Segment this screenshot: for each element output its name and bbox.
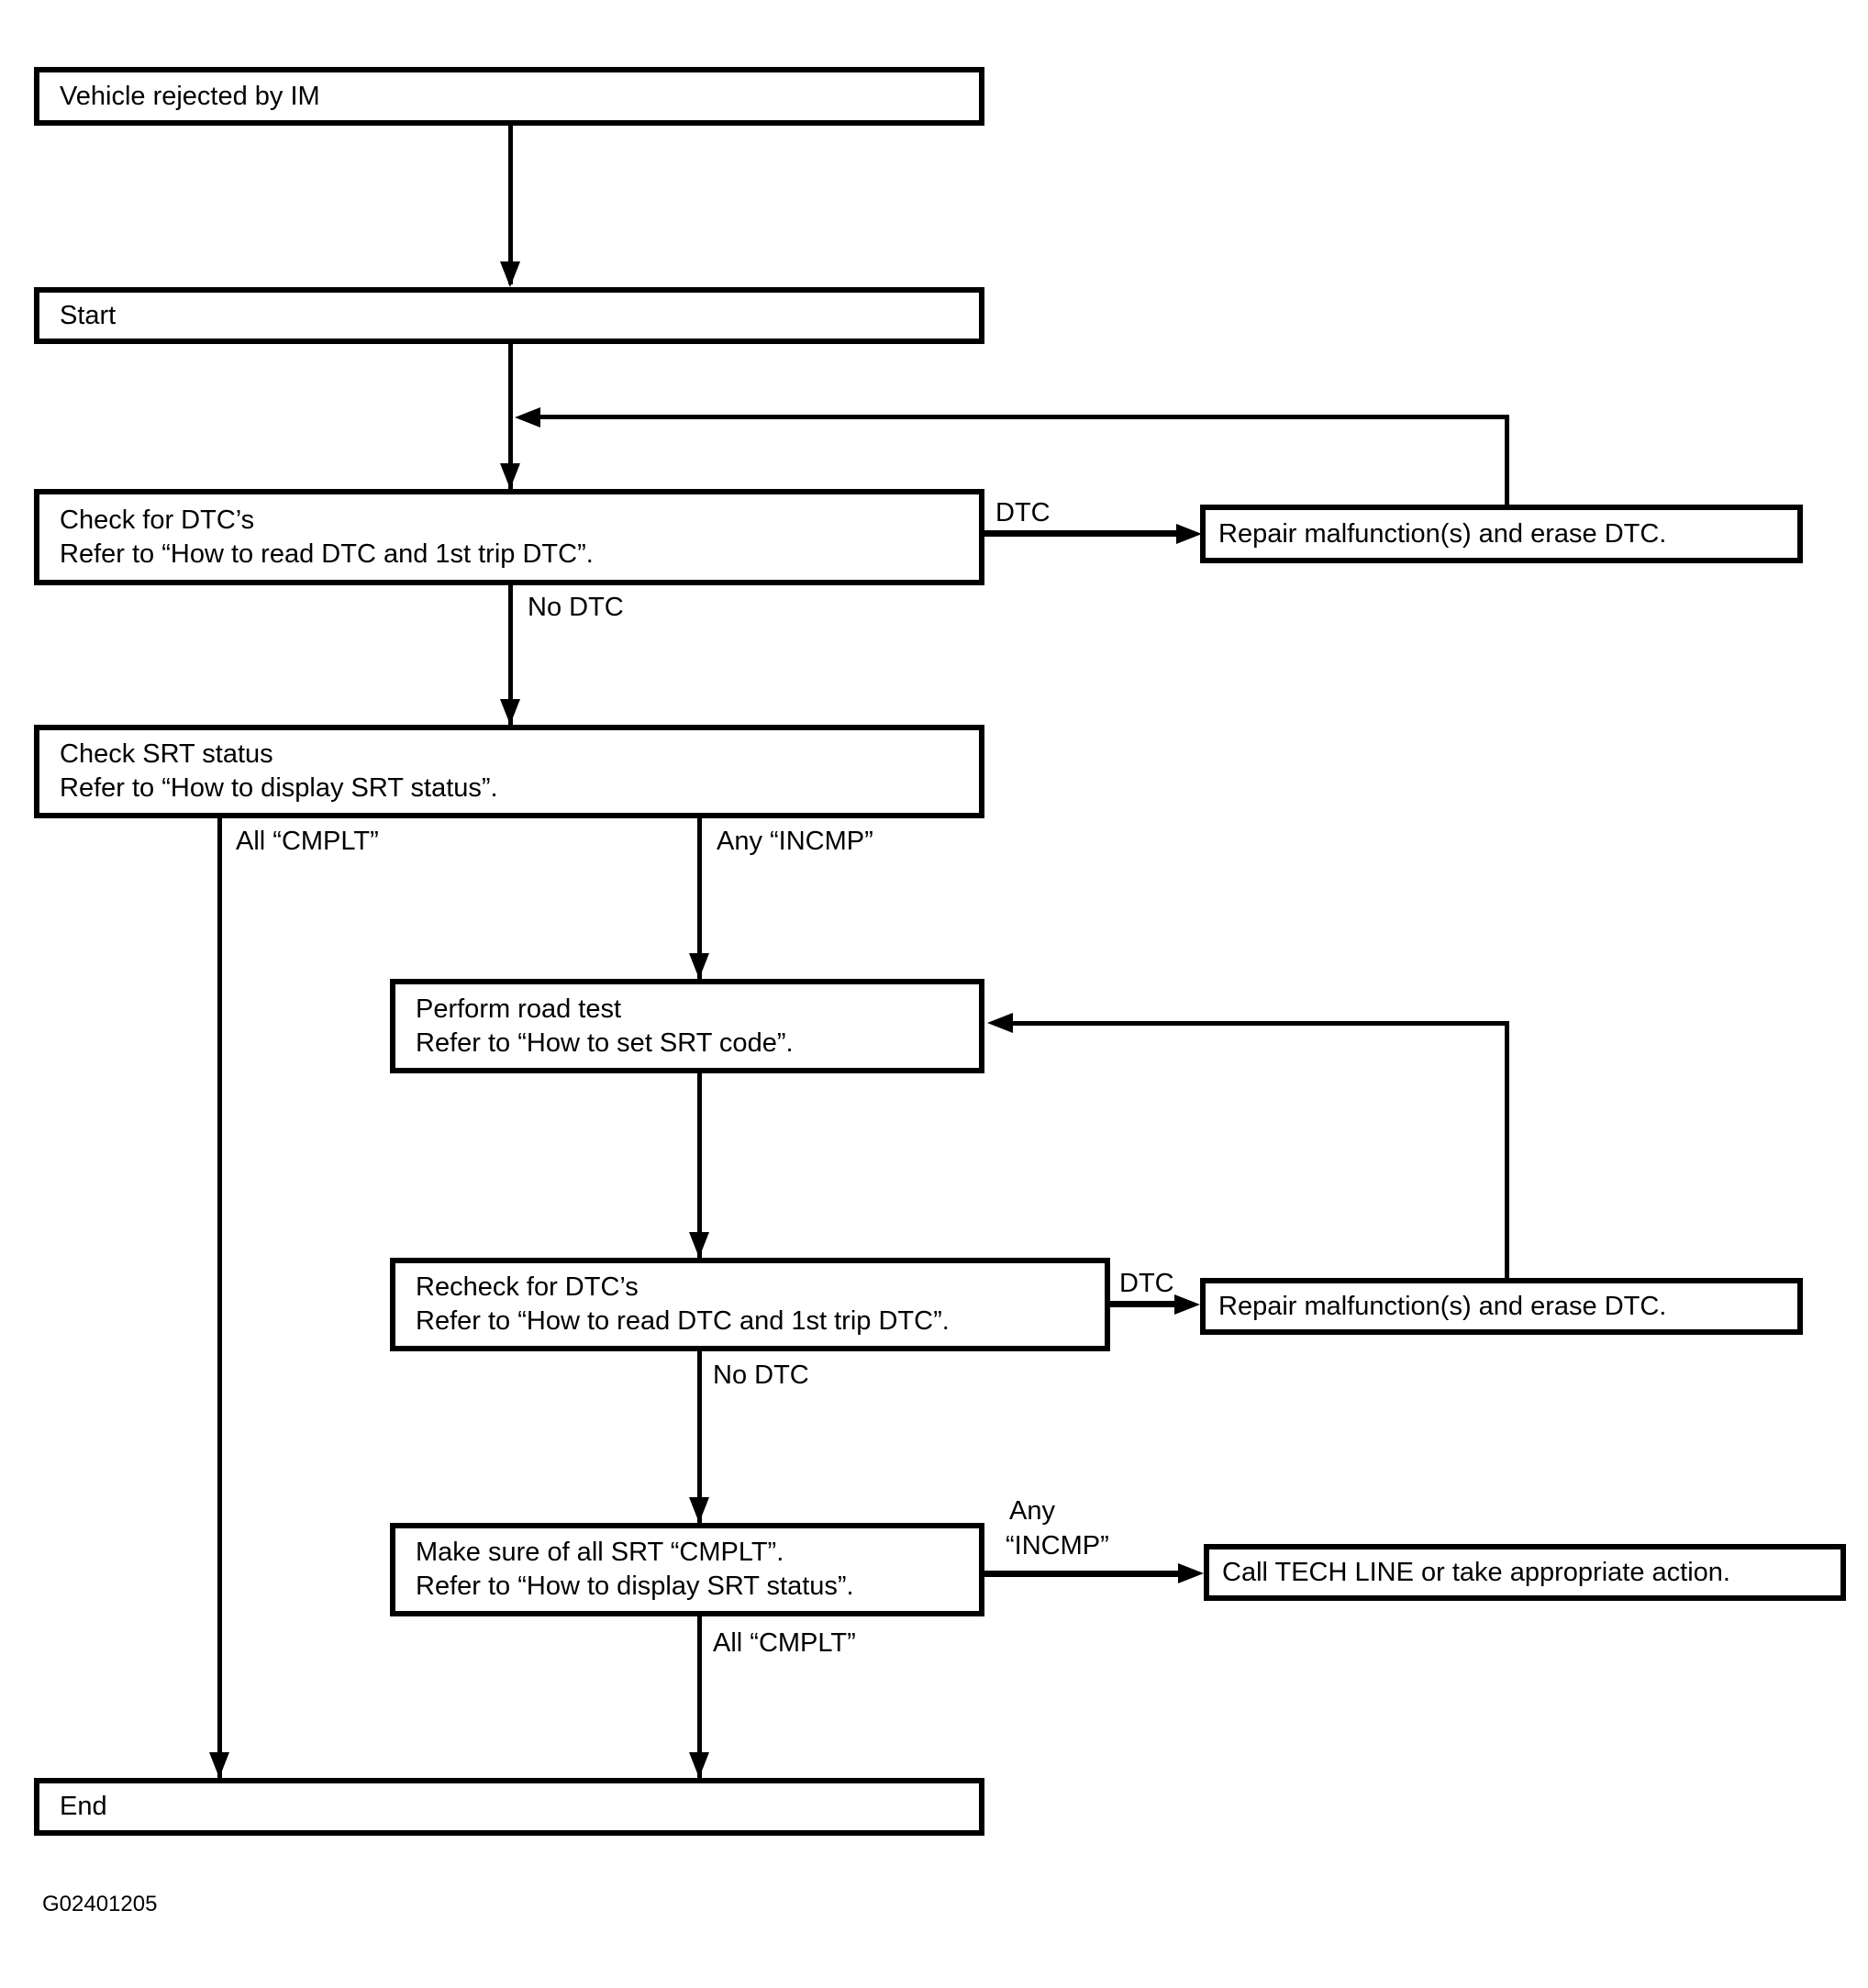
arrowhead-into-make-sure xyxy=(689,1497,709,1523)
label-any-incmp-2-line2: “INCMP” xyxy=(1006,1531,1109,1560)
connector-loop1-vertical xyxy=(1505,417,1509,505)
node-perform-road-test-line2: Refer to “How to set SRT code”. xyxy=(416,1027,794,1058)
node-check-dtc-line2: Refer to “How to read DTC and 1st trip DTC”. xyxy=(60,539,594,569)
arrowhead-into-start xyxy=(500,261,520,287)
node-recheck-dtc xyxy=(390,1258,1110,1351)
arrowhead-into-end-left xyxy=(209,1752,229,1778)
arrowhead-into-recheck-dtc xyxy=(689,1232,709,1258)
node-check-srt xyxy=(34,725,984,818)
arrowhead-into-check-dtc xyxy=(500,463,520,489)
node-check-srt-line1: Check SRT status xyxy=(60,739,273,769)
node-check-dtc-line1: Check for DTC’s xyxy=(60,505,255,535)
node-call-tech-line-text: Call TECH LINE or take appropriate action. xyxy=(1222,1557,1730,1587)
connector-loop1-horizontal xyxy=(537,415,1509,419)
node-vehicle-rejected-text: Vehicle rejected by IM xyxy=(60,81,320,111)
node-vehicle-rejected xyxy=(34,67,984,126)
figure-id: G02401205 xyxy=(42,1892,158,1916)
node-call-tech-line xyxy=(1204,1544,1846,1601)
label-any-incmp-1: Any “INCMP” xyxy=(717,827,873,856)
label-all-cmplt-2: All “CMPLT” xyxy=(713,1628,856,1658)
node-perform-road-test xyxy=(390,979,984,1073)
node-end-text: End xyxy=(60,1792,107,1821)
arrowhead-into-check-srt xyxy=(500,699,520,725)
connector-loop2-vertical xyxy=(1505,1023,1509,1278)
label-no-dtc-2: No DTC xyxy=(713,1361,809,1390)
arrowhead-into-end-right xyxy=(689,1752,709,1778)
node-make-sure-srt-cmplt xyxy=(390,1523,984,1616)
label-dtc-1: DTC xyxy=(995,498,1051,528)
node-recheck-dtc-line2: Refer to “How to read DTC and 1st trip DTC”. xyxy=(416,1306,950,1336)
node-repair-erase-dtc-1 xyxy=(1200,505,1803,563)
connector-recheck-to-repair2 xyxy=(1110,1301,1180,1307)
node-start xyxy=(34,287,984,344)
node-repair-erase-dtc-2 xyxy=(1200,1278,1803,1335)
connector-road-test-to-recheck xyxy=(697,1073,702,1258)
node-start-text: Start xyxy=(60,300,117,330)
node-repair-erase-dtc-1-text: Repair malfunction(s) and erase DTC. xyxy=(1218,518,1667,549)
arrowhead-into-repair2 xyxy=(1174,1294,1200,1315)
label-any-incmp-2-line1: Any xyxy=(1009,1496,1055,1526)
arrowhead-into-repair1 xyxy=(1176,524,1202,544)
node-recheck-dtc-line1: Recheck for DTC’s xyxy=(416,1272,639,1302)
arrowhead-loop1-into-mainline xyxy=(515,407,540,428)
label-dtc-2: DTC xyxy=(1119,1269,1174,1298)
node-check-srt-line2: Refer to “How to display SRT status”. xyxy=(60,773,498,803)
arrowhead-into-road-test xyxy=(689,953,709,979)
connector-check-srt-to-end-all-cmplt xyxy=(217,818,222,1778)
connector-make-sure-to-tech-line xyxy=(984,1571,1182,1577)
node-end xyxy=(34,1778,984,1836)
node-perform-road-test-line1: Perform road test xyxy=(416,994,622,1024)
arrowhead-into-tech-line xyxy=(1178,1563,1204,1583)
node-make-sure-srt-cmplt-line2: Refer to “How to display SRT status”. xyxy=(416,1572,854,1601)
label-no-dtc-1: No DTC xyxy=(528,593,624,622)
node-make-sure-srt-cmplt-line1: Make sure of all SRT “CMPLT”. xyxy=(416,1538,784,1567)
node-repair-erase-dtc-2-text: Repair malfunction(s) and erase DTC. xyxy=(1218,1291,1667,1321)
node-check-dtc xyxy=(34,489,984,585)
arrowhead-loop2-into-road-test xyxy=(987,1013,1013,1033)
label-all-cmplt-1: All “CMPLT” xyxy=(236,827,379,856)
connector-loop2-horizontal xyxy=(1009,1021,1509,1026)
connector-check-dtc-to-repair1 xyxy=(984,530,1180,537)
